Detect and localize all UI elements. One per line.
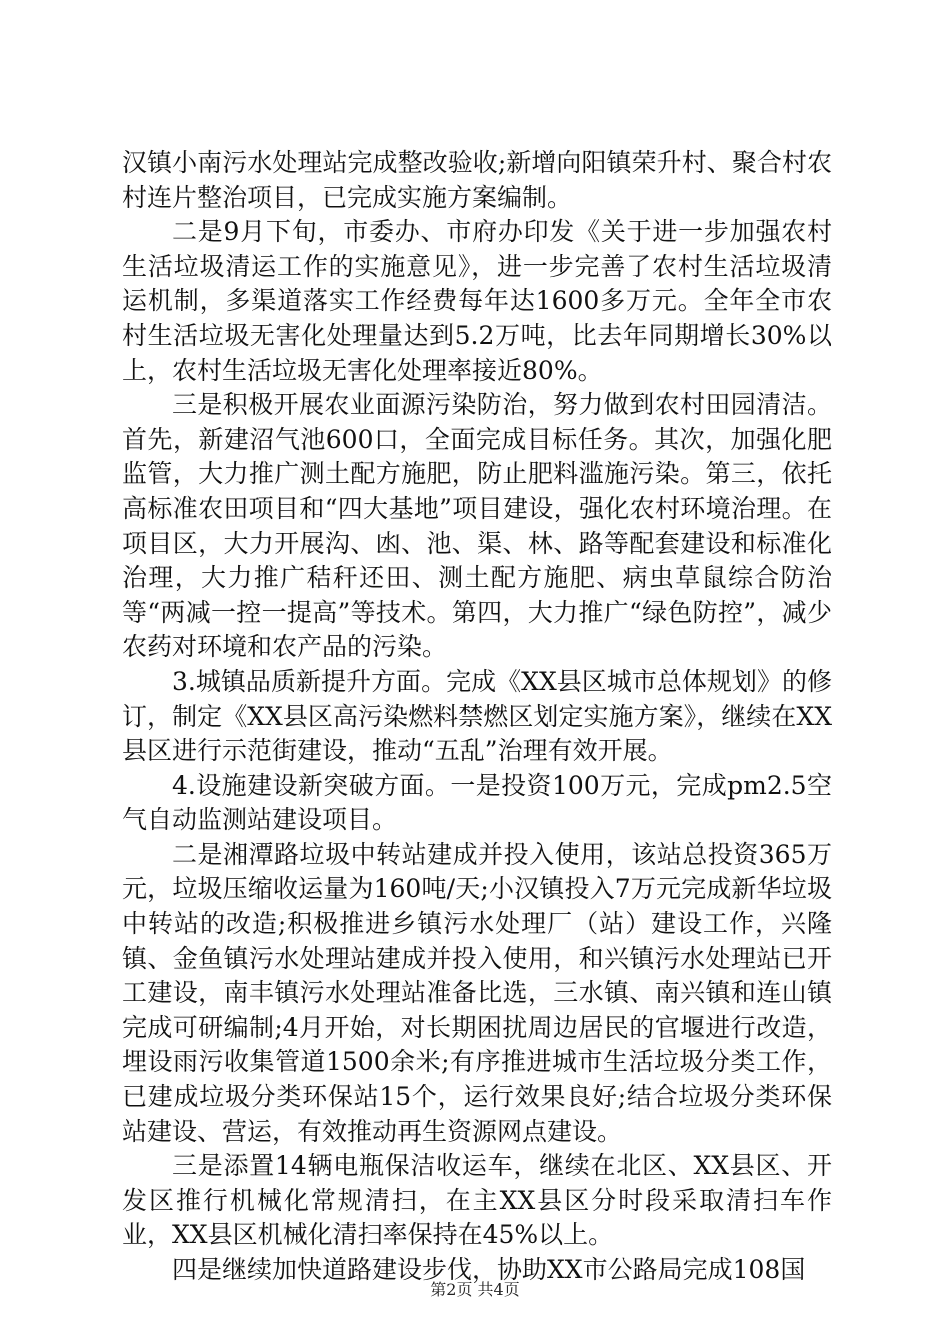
paragraph: 汉镇小南污水处理站完成整改验收;新增向阳镇荣升村、聚合村农村连片整治项目，已完成实施方案编制。 <box>122 148 832 212</box>
page-footer: 第2页 共4页 <box>430 1280 520 1299</box>
paragraph: 三是积极开展农业面源污染防治，努力做到农村田园清洁。首先，新建沼气池600口，全面完成目标任务。其次，加强化肥监管，大力推广测土配方施肥，防止肥料滥施污染。第三，依托高标准农田项目和“四大基地”项目建设，强化农村环境治理。在项目区，大力开展沟、凼、池、渠、林、路等配套建设和标准化治理，大力推广秸秆还田、测土配方施肥、病虫草鼠综合防治等“两减一控一提高”等技术。第四，大力推广“绿色防控”，减少农药对环境和农产品的污染。 <box>122 390 832 662</box>
paragraph: 3.城镇品质新提升方面。完成《XX县区城市总体规划》的修订，制定《XX县区高污染燃料禁燃区划定实施方案》，继续在XX县区进行示范街建设，推动“五乱”治理有效开展。 <box>122 666 832 766</box>
paragraph: 四是继续加快道路建设步伐，协助XX市公路局完成108国 <box>172 1255 806 1284</box>
document-body <box>122 146 832 1288</box>
paragraph: 4.设施建设新突破方面。一是投资100万元，完成pm2.5空气自动监测站建设项目。 <box>122 770 832 835</box>
paragraph: 二是湘潭路垃圾中转站建成并投入使用，该站总投资365万元，垃圾压缩收运量为160吨/天;小汉镇投入7万元完成新华垃圾中转站的改造;积极推进乡镇污水处理厂（站）建设工作，兴隆镇、金鱼镇污水处理站建成并投入使用，和兴镇污水处理站已开工建设，南丰镇污水处理站准备比选，三水镇、南兴镇和连山镇完成可研编制;4月开始，对长期困扰周边居民的官堰进行改造，埋设雨污收集管道1500余米;有序推进城市生活垃圾分类工作，已建成垃圾分类环保站15个，运行效果良好;结合垃圾分类环保站建设、营运，有效推动再生资源网点建设。 <box>122 839 832 1146</box>
paragraph: 三是添置14辆电瓶保洁收运车，继续在北区、XX县区、开发区推行机械化常规清扫，在主XX县区分时段采取清扫车作业，XX县区机械化清扫率保持在45%以上。 <box>122 1151 832 1250</box>
paragraph: 二是9月下旬，市委办、市府办印发《关于进一步加强农村生活垃圾清运工作的实施意见》，进一步完善了农村生活垃圾清运机制，多渠道落实工作经费每年达1600多万元。全年全市农村生活垃圾无害化处理量达到5.2万吨，比去年同期增长30%以上，农村生活垃圾无害化处理率接近80%。 <box>122 217 832 385</box>
